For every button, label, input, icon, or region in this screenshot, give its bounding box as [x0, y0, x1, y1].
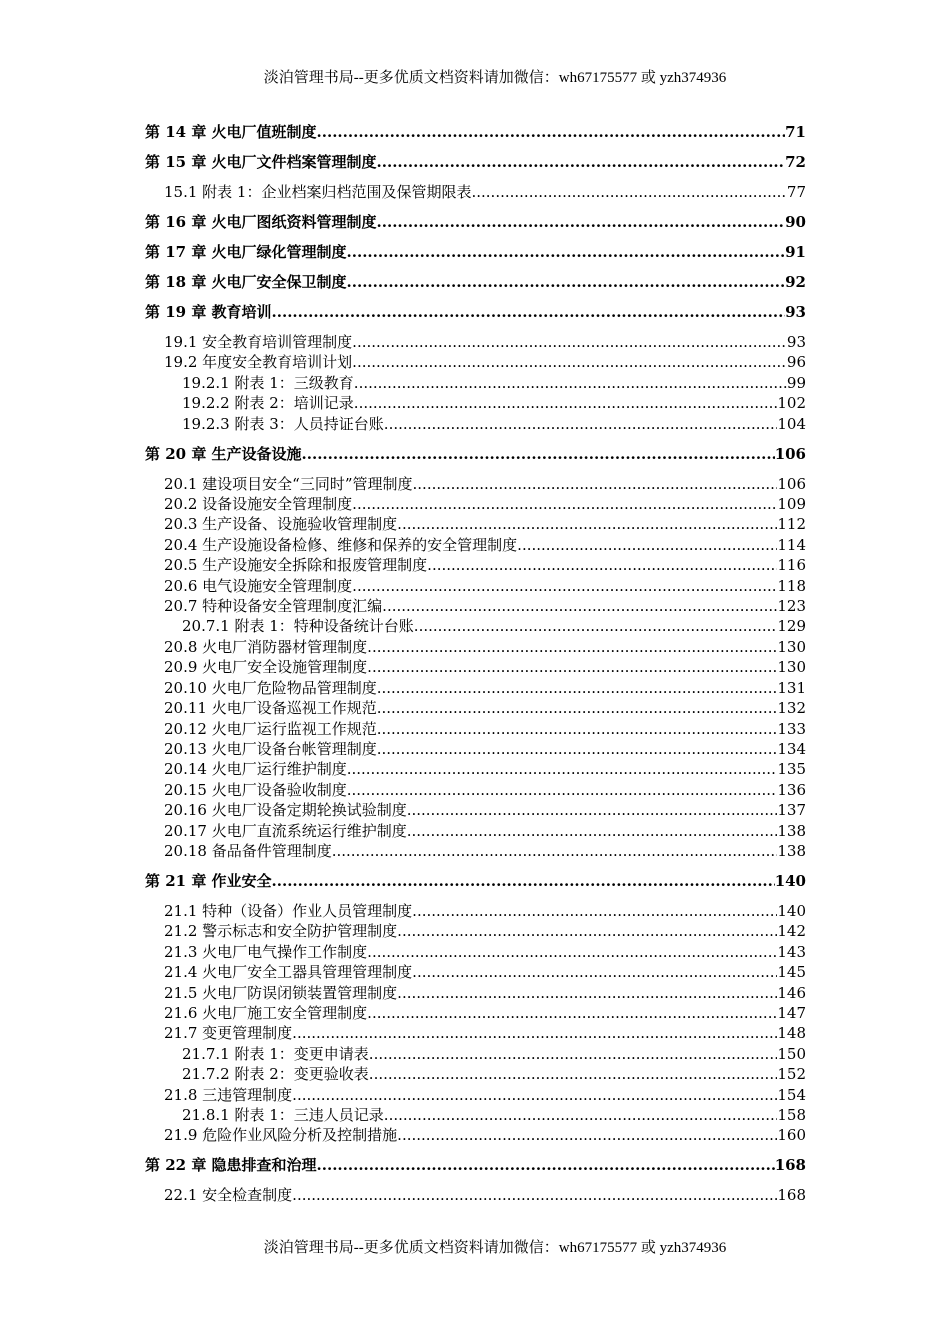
toc-label: 21.5 火电厂防误闭锁装置管理制度	[164, 983, 398, 1002]
toc-leader	[517, 535, 777, 555]
toc-page: 116	[777, 556, 806, 575]
toc-section[interactable]	[145, 474, 806, 494]
toc-page: 137	[777, 801, 806, 820]
toc-label: 21.9 危险作业风险分析及控制措施	[164, 1126, 398, 1145]
toc-section[interactable]	[145, 494, 806, 514]
toc-label: 第 19 章 教育培训	[145, 303, 272, 321]
toc-label: 20.12 火电厂运行监视工作规范	[164, 719, 377, 738]
page-header: 淡泊管理书局--更多优质文档资料请加微信：wh67175577 或 yzh374936	[263, 70, 727, 86]
toc-page: 168	[774, 1156, 806, 1175]
toc-label: 21.7.2 附表 2：变更验收表	[182, 1065, 369, 1084]
toc-section[interactable]	[145, 332, 806, 352]
toc-chapter-21[interactable]	[145, 871, 806, 891]
toc-subsection[interactable]	[145, 616, 806, 636]
toc-leader	[427, 555, 777, 575]
toc-chapter-18[interactable]	[145, 272, 806, 292]
toc-section[interactable]	[145, 352, 806, 372]
toc-label: 19.2.3 附表 3：人员持证台账	[182, 414, 384, 433]
toc-label: 22.1 安全检查制度	[164, 1186, 293, 1205]
table-of-contents	[145, 122, 806, 1206]
toc-chapter-14[interactable]	[145, 122, 806, 142]
toc-leader	[377, 719, 778, 739]
toc-section[interactable]	[145, 182, 806, 202]
toc-page: 145	[777, 963, 806, 982]
toc-page: 106	[774, 444, 806, 463]
toc-leader	[414, 616, 778, 636]
toc-section[interactable]	[145, 1185, 806, 1205]
toc-page: 114	[777, 535, 806, 554]
toc-leader	[347, 242, 786, 262]
toc-label: 20.5 生产设施安全拆除和报废管理制度	[164, 556, 428, 575]
toc-section[interactable]	[145, 698, 806, 718]
toc-chapter-22[interactable]	[145, 1155, 806, 1175]
toc-section[interactable]	[145, 596, 806, 616]
toc-label: 21.1 特种（设备）作业人员管理制度	[164, 901, 413, 920]
toc-label: 20.16 火电厂设备定期轮换试验制度	[164, 801, 407, 820]
toc-section[interactable]	[145, 780, 806, 800]
toc-chapter-20[interactable]	[145, 444, 806, 464]
toc-page: 93	[786, 333, 806, 351]
toc-leader	[317, 122, 786, 142]
toc-section[interactable]	[145, 719, 806, 739]
toc-chapter-17[interactable]	[145, 242, 806, 262]
toc-label: 20.4 生产设施设备检修、维修和保养的安全管理制度	[164, 535, 518, 554]
toc-leader	[384, 414, 778, 434]
toc-section[interactable]	[145, 759, 806, 779]
toc-label: 20.3 生产设备、设施验收管理制度	[164, 515, 398, 534]
toc-page: 154	[777, 1085, 806, 1104]
toc-page: 130	[777, 658, 806, 677]
toc-page: 152	[777, 1065, 806, 1084]
toc-label: 19.2.1 附表 1：三级教育	[182, 373, 354, 392]
toc-page: 93	[785, 303, 806, 321]
toc-page: 158	[777, 1106, 806, 1124]
toc-page: 146	[777, 983, 806, 1002]
toc-label: 20.1 建设项目安全“三同时”管理制度	[164, 474, 413, 493]
toc-page: 131	[777, 678, 806, 697]
toc-page: 133	[777, 719, 806, 738]
toc-page: 118	[777, 576, 806, 595]
toc-label: 19.2 年度安全教育培训计划	[164, 353, 353, 372]
toc-label: 20.9 火电厂安全设施管理制度	[164, 658, 368, 677]
toc-leader	[367, 942, 777, 962]
toc-label: 20.13 火电厂设备台帐管理制度	[164, 739, 377, 758]
toc-page: 143	[777, 942, 806, 961]
toc-section[interactable]	[145, 657, 806, 677]
toc-section[interactable]	[145, 800, 806, 820]
toc-section[interactable]	[145, 942, 806, 962]
toc-leader	[384, 1105, 778, 1125]
toc-section[interactable]	[145, 739, 806, 759]
toc-leader	[369, 1064, 778, 1084]
toc-leader	[292, 1185, 777, 1205]
toc-page: 140	[777, 901, 806, 920]
toc-leader	[302, 444, 775, 464]
toc-chapter-16[interactable]	[145, 212, 806, 232]
toc-chapter-15[interactable]	[145, 152, 806, 172]
toc-subsection[interactable]	[145, 414, 806, 434]
toc-label: 第 18 章 火电厂安全保卫制度	[145, 273, 347, 291]
toc-section[interactable]	[145, 1085, 806, 1105]
toc-page: 136	[777, 780, 806, 799]
toc-label: 21.2 警示标志和安全防护管理制度	[164, 922, 398, 941]
toc-section[interactable]	[145, 962, 806, 982]
toc-section[interactable]	[145, 921, 806, 941]
toc-chapter-19[interactable]	[145, 302, 806, 322]
toc-leader	[377, 212, 786, 232]
toc-page: 147	[777, 1003, 806, 1022]
toc-label: 21.8 三违管理制度	[164, 1085, 293, 1104]
toc-label: 21.7.1 附表 1：变更申请表	[182, 1044, 369, 1063]
toc-leader	[377, 739, 778, 759]
toc-label: 19.2.2 附表 2：培训记录	[182, 394, 354, 413]
toc-page: 135	[777, 760, 806, 779]
toc-label: 20.15 火电厂设备验收制度	[164, 780, 347, 799]
toc-leader	[412, 901, 777, 921]
toc-leader	[377, 152, 786, 172]
toc-leader	[272, 871, 775, 891]
toc-subsection[interactable]	[145, 1064, 806, 1084]
toc-leader	[347, 272, 786, 292]
toc-leader	[397, 1125, 777, 1145]
toc-leader	[407, 821, 778, 841]
toc-leader	[412, 962, 777, 982]
toc-section[interactable]	[145, 514, 806, 534]
toc-page: 160	[777, 1126, 806, 1145]
toc-label: 21.7 变更管理制度	[164, 1024, 293, 1043]
toc-page: 72	[785, 153, 806, 171]
toc-section[interactable]	[145, 901, 806, 921]
toc-leader	[352, 352, 787, 372]
toc-label: 第 22 章 隐患排查和治理	[145, 1156, 317, 1175]
toc-leader	[397, 514, 777, 534]
toc-leader	[317, 1155, 775, 1175]
toc-page: 129	[777, 617, 806, 636]
toc-page: 138	[777, 821, 806, 840]
toc-label: 20.11 火电厂设备巡视工作规范	[164, 699, 377, 718]
toc-page: 96	[786, 353, 806, 372]
toc-page: 102	[777, 394, 806, 413]
toc-label: 第 21 章 作业安全	[145, 871, 272, 890]
toc-section[interactable]	[145, 555, 806, 575]
toc-leader	[354, 373, 787, 393]
toc-section[interactable]	[145, 983, 806, 1003]
toc-leader	[352, 576, 777, 596]
toc-label: 21.8.1 附表 1：三违人员记录	[182, 1106, 384, 1124]
toc-label: 20.17 火电厂直流系统运行维护制度	[164, 821, 407, 840]
toc-page: 150	[777, 1044, 806, 1063]
toc-label: 第 17 章 火电厂绿化管理制度	[145, 243, 347, 261]
toc-leader	[347, 759, 778, 779]
toc-page: 104	[777, 414, 806, 433]
toc-section[interactable]	[145, 678, 806, 698]
toc-page: 134	[777, 739, 806, 758]
toc-label: 20.14 火电厂运行维护制度	[164, 760, 347, 779]
toc-label: 20.10 火电厂危险物品管理制度	[164, 678, 377, 697]
toc-page: 130	[777, 637, 806, 656]
toc-leader	[292, 1085, 777, 1105]
toc-page: 90	[785, 213, 806, 231]
toc-leader	[382, 596, 777, 616]
toc-page: 91	[785, 243, 806, 261]
toc-label: 20.2 设备设施安全管理制度	[164, 495, 353, 514]
toc-page: 140	[774, 871, 806, 890]
toc-leader	[377, 678, 778, 698]
toc-label: 第 14 章 火电厂值班制度	[145, 123, 317, 141]
toc-page: 99	[786, 373, 806, 392]
toc-section[interactable]	[145, 841, 806, 861]
toc-label: 20.8 火电厂消防器材管理制度	[164, 637, 368, 656]
toc-leader	[272, 302, 786, 322]
toc-page: 112	[777, 515, 806, 534]
toc-page: 106	[777, 474, 806, 493]
toc-subsection[interactable]	[145, 393, 806, 413]
toc-leader	[352, 494, 777, 514]
toc-page: 148	[777, 1024, 806, 1043]
toc-page: 138	[777, 841, 806, 860]
toc-label: 21.6 火电厂施工安全管理制度	[164, 1003, 368, 1022]
toc-label: 21.4 火电厂安全工器具管理管理制度	[164, 963, 413, 982]
toc-label: 第 20 章 生产设备设施	[145, 444, 302, 463]
toc-section[interactable]	[145, 821, 806, 841]
toc-label: 20.7 特种设备安全管理制度汇编	[164, 597, 383, 616]
toc-page: 77	[786, 183, 806, 201]
toc-page: 109	[777, 495, 806, 514]
toc-section[interactable]	[145, 1125, 806, 1145]
toc-section[interactable]	[145, 535, 806, 555]
toc-label: 15.1 附表 1：企业档案归档范围及保管期限表	[164, 183, 472, 201]
toc-section[interactable]	[145, 637, 806, 657]
toc-page: 142	[777, 922, 806, 941]
toc-section[interactable]	[145, 1023, 806, 1043]
toc-leader	[397, 983, 777, 1003]
toc-page: 168	[777, 1186, 806, 1205]
toc-label: 20.6 电气设施安全管理制度	[164, 576, 353, 595]
toc-leader	[369, 1044, 778, 1064]
toc-leader	[377, 698, 778, 718]
toc-leader	[367, 657, 777, 677]
toc-leader	[292, 1023, 777, 1043]
toc-leader	[413, 474, 778, 494]
toc-label: 21.3 火电厂电气操作工作制度	[164, 942, 368, 961]
toc-leader	[407, 800, 778, 820]
toc-page: 132	[777, 699, 806, 718]
toc-label: 20.18 备品备件管理制度	[164, 841, 332, 860]
toc-leader	[397, 921, 777, 941]
toc-label: 第 15 章 火电厂文件档案管理制度	[145, 153, 377, 171]
toc-label: 19.1 安全教育培训管理制度	[164, 333, 353, 351]
toc-leader	[367, 1003, 777, 1023]
toc-subsection[interactable]	[145, 373, 806, 393]
toc-label: 20.7.1 附表 1：特种设备统计台账	[182, 617, 414, 636]
toc-leader	[332, 841, 778, 861]
toc-page: 92	[785, 273, 806, 291]
toc-leader	[352, 332, 787, 352]
toc-leader	[367, 637, 777, 657]
toc-subsection[interactable]	[145, 1044, 806, 1064]
toc-subsection[interactable]	[145, 1105, 806, 1125]
toc-section[interactable]	[145, 1003, 806, 1023]
toc-label: 第 16 章 火电厂图纸资料管理制度	[145, 213, 377, 231]
toc-leader	[354, 393, 778, 413]
toc-leader	[471, 182, 786, 202]
page-footer: 淡泊管理书局--更多优质文档资料请加微信：wh67175577 或 yzh374936	[263, 1240, 727, 1256]
toc-page: 71	[785, 123, 806, 141]
toc-section[interactable]	[145, 576, 806, 596]
toc-leader	[347, 780, 778, 800]
toc-page: 123	[777, 597, 806, 616]
